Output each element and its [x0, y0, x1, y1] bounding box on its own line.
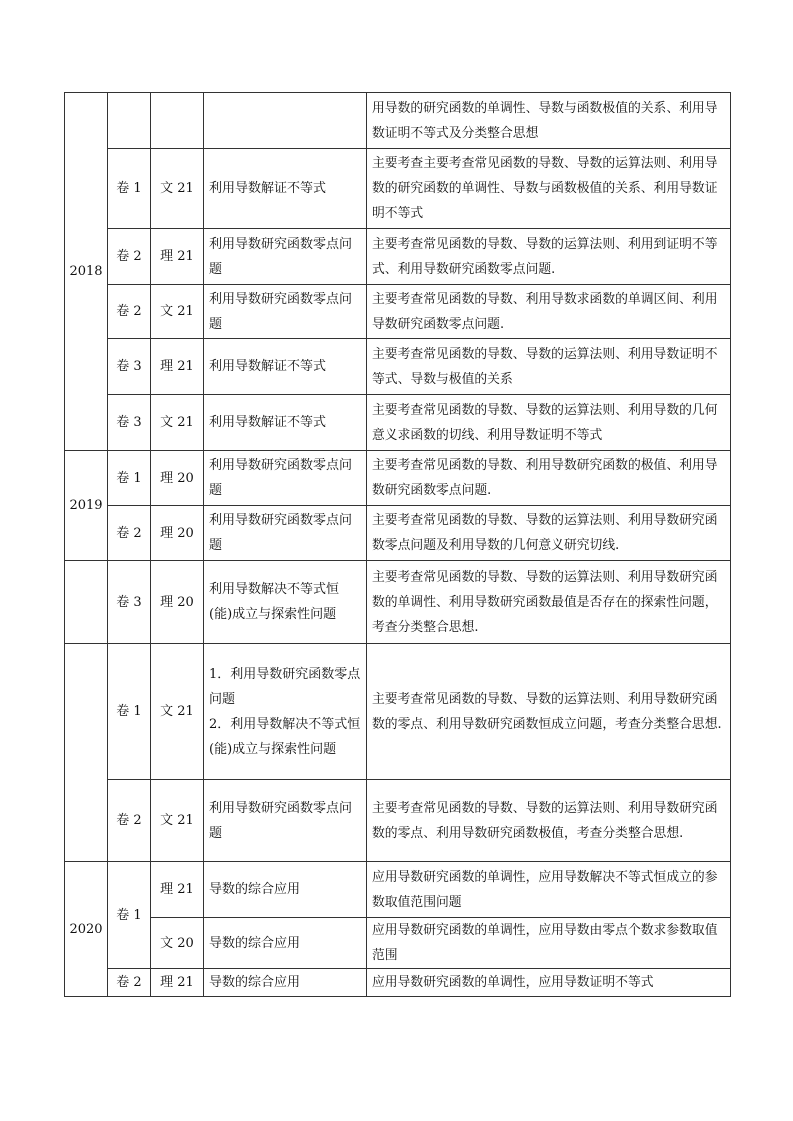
desc-cell: 用导数的研究函数的单调性、导数与函数极值的关系、利用导数证明不等式及分类整合思想: [367, 93, 731, 149]
exam-analysis-table: [64, 92, 731, 997]
topic-item-1: 1．利用导数研究函数零点问题: [209, 666, 361, 707]
topic-cell: 导数的综合应用: [204, 918, 367, 969]
question-cell: 理 20: [151, 451, 204, 506]
question-cell: [151, 93, 204, 149]
topic-cell: 利用导数研究函数零点问题: [204, 451, 367, 506]
table-row: [65, 229, 731, 285]
paper-cell: 卷 1: [108, 149, 151, 229]
year-cell: [65, 561, 108, 644]
desc-cell: 主要考查常见函数的导数、导数的运算法则、利用导数研究函数的零点、利用导数研究函数恒成立问题，考查分类整合思想.: [367, 644, 731, 780]
year-cell: 2020: [65, 862, 108, 997]
paper-cell: 卷 2: [108, 285, 151, 339]
paper-cell: 卷 1: [108, 644, 151, 780]
desc-cell: 主要考查常见函数的导数、导数的运算法则、利用导数研究函数的零点、利用导数研究函数极值，考查分类整合思想.: [367, 780, 731, 862]
question-cell: 文 21: [151, 395, 204, 451]
question-cell: 理 21: [151, 339, 204, 395]
desc-cell: 主要考查常见函数的导数、导数的运算法则、利用导数证明不等式、导数与极值的关系: [367, 339, 731, 395]
question-cell: 理 21: [151, 969, 204, 997]
topic-cell: 导数的综合应用: [204, 969, 367, 997]
year-cell: [65, 644, 108, 862]
topic-cell: 利用导数解决不等式恒(能)成立与探索性问题: [204, 561, 367, 644]
year-cell: 2018: [65, 93, 108, 451]
question-cell: 理 20: [151, 561, 204, 644]
desc-cell: 主要考查主要考查常见函数的导数、导数的运算法则、利用导数的研究函数的单调性、导数与函数极值的关系、利用导数证明不等式: [367, 149, 731, 229]
desc-cell: 主要考查常见函数的导数、导数的运算法则、利用导数研究函数零点问题及利用导数的几何意义研究切线.: [367, 506, 731, 561]
paper-cell: 卷 3: [108, 339, 151, 395]
desc-cell: 主要考查常见函数的导数、导数的运算法则、利用导数的几何意义求函数的切线、利用导数证明不等式: [367, 395, 731, 451]
topic-cell: 导数的综合应用: [204, 862, 367, 918]
topic-cell: 利用导数研究函数零点问题: [204, 780, 367, 862]
table-row: [65, 862, 731, 918]
table-row: [65, 644, 731, 780]
topic-cell: 利用导数研究函数零点问题: [204, 506, 367, 561]
desc-cell: 应用导数研究函数的单调性，应用导数证明不等式: [367, 969, 731, 997]
table-row: [65, 969, 731, 997]
table-row: [65, 339, 731, 395]
question-cell: 文 20: [151, 918, 204, 969]
question-cell: 文 21: [151, 149, 204, 229]
topic-cell: 利用导数研究函数零点问题: [204, 285, 367, 339]
desc-cell: 主要考查常见函数的导数、导数的运算法则、利用导数研究函数的单调性、利用导数研究函数最值是否存在的探索性问题，考查分类整合思想.: [367, 561, 731, 644]
desc-cell: 应用导数研究函数的单调性，应用导数解决不等式恒成立的参数取值范围问题: [367, 862, 731, 918]
paper-cell: 卷 3: [108, 561, 151, 644]
question-cell: 理 20: [151, 506, 204, 561]
paper-cell: 卷 2: [108, 969, 151, 997]
topic-cell: 利用导数研究函数零点问题: [204, 229, 367, 285]
desc-cell: 应用导数研究函数的单调性，应用导数由零点个数求参数取值范围: [367, 918, 731, 969]
paper-cell: [108, 93, 151, 149]
desc-cell: 主要考查常见函数的导数、利用导数研究函数的极值、利用导数研究函数零点问题.: [367, 451, 731, 506]
table-row: [65, 561, 731, 644]
paper-cell: 卷 2: [108, 506, 151, 561]
table-row: [65, 780, 731, 862]
desc-cell: 主要考查常见函数的导数、利用导数求函数的单调区间、利用导数研究函数零点问题.: [367, 285, 731, 339]
question-cell: 理 21: [151, 862, 204, 918]
topic-cell: 利用导数解证不等式: [204, 339, 367, 395]
topic-cell: [204, 93, 367, 149]
paper-cell: 卷 1: [108, 451, 151, 506]
table-row: [65, 506, 731, 561]
paper-cell: 卷 2: [108, 780, 151, 862]
topic-cell: 利用导数解证不等式: [204, 149, 367, 229]
question-cell: 文 21: [151, 644, 204, 780]
paper-cell: 卷 3: [108, 395, 151, 451]
table-row: [65, 285, 731, 339]
table-row: [65, 918, 731, 969]
question-cell: 理 21: [151, 229, 204, 285]
topic-cell: [204, 644, 367, 780]
desc-cell: 主要考查常见函数的导数、导数的运算法则、利用到证明不等式、利用导数研究函数零点问题.: [367, 229, 731, 285]
table-row: [65, 149, 731, 229]
topic-cell: 利用导数解证不等式: [204, 395, 367, 451]
topic-item-2: 2．利用导数解决不等式恒(能)成立与探索性问题: [209, 716, 361, 757]
table-row: [65, 395, 731, 451]
question-cell: 文 21: [151, 780, 204, 862]
table-row: [65, 93, 731, 149]
paper-cell: 卷 1: [108, 862, 151, 969]
table-row: [65, 451, 731, 506]
question-cell: 文 21: [151, 285, 204, 339]
paper-cell: 卷 2: [108, 229, 151, 285]
year-cell: 2019: [65, 451, 108, 561]
